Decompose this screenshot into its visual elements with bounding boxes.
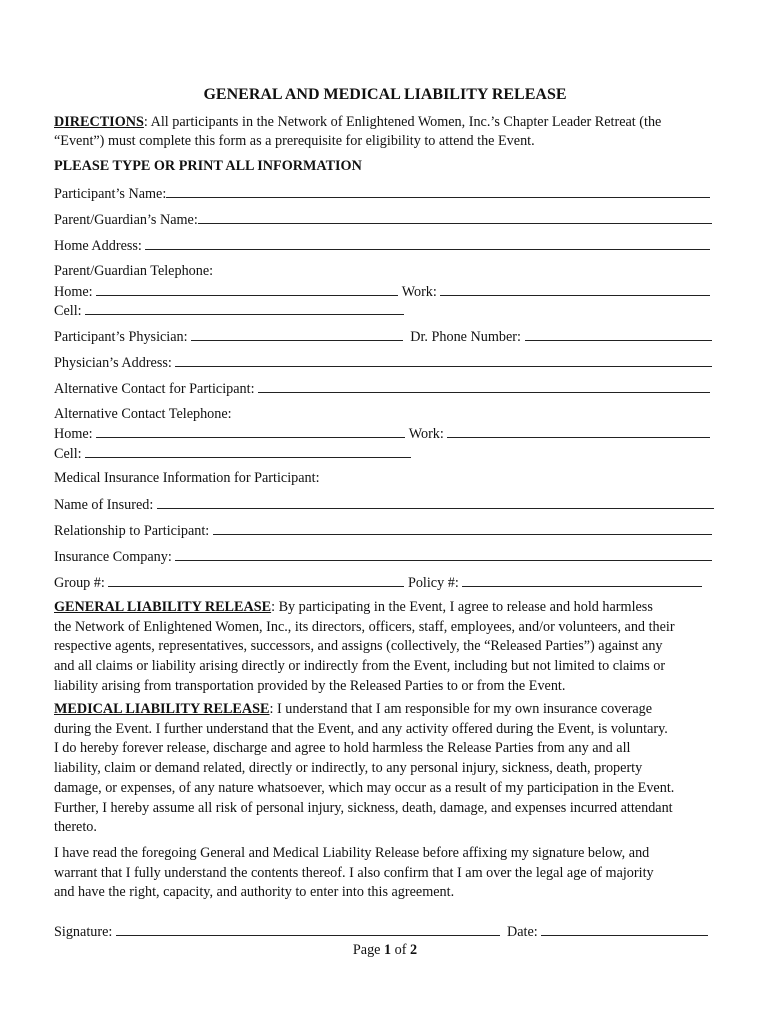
directions-label: DIRECTIONS [54,114,144,130]
general-liability-label: GENERAL LIABILITY RELEASE [54,599,272,615]
page-num: 1 [384,942,392,958]
medical-line: Further, I hereby assume all risk of personal injury, sickness, death, damage, and expenses incurred attendant [54,799,673,816]
guardian-cell-phone-field[interactable] [85,301,404,315]
page-total: 2 [410,942,418,958]
date-field[interactable] [541,922,708,936]
general-line: respective agents, representatives, successors, and assigns (collectively, the “Released Parties”) against any [54,638,663,655]
page-number [0,941,770,959]
relationship-field[interactable] [213,521,712,535]
acknowledge-line: I have read the foregoing General and Medical Liability Release before affixing my signature below, and [54,845,650,861]
insured-name-field[interactable] [157,495,714,509]
general-line: : By participating in the Event, I agree to release and hold harmless [271,599,653,615]
group-field[interactable] [108,573,404,587]
instruction-heading: PLEASE TYPE OR PRINT ALL INFORMATION [54,158,362,174]
medical-liability-label: MEDICAL LIABILITY RELEASE [54,701,270,717]
guardian-work-phone-field[interactable] [440,282,710,296]
guardian-phone-heading: Parent/Guardian Telephone: [54,263,214,279]
signature-label: Signature: [54,924,113,940]
alt-contact-field[interactable] [258,379,710,393]
alt-contact-row [54,379,710,398]
med-insurance-heading: Medical Insurance Information for Participant: [54,470,320,486]
directions-line-1 [54,113,661,131]
guardian-work-label: Work: [401,284,437,300]
medical-line: I do hereby forever release, discharge and agree to hold harmless the Release Parties from any and all [54,740,631,757]
dr-phone-label: Dr. Phone Number: [410,329,521,345]
general-line: and all claims or liability arising directly or indirectly from the Event, including but not limited to claims or [54,658,666,675]
relationship-label: Relationship to Participant: [54,523,210,539]
general-line: liability arising from transportation provided by the Released Parties to or from the Event. [54,677,566,694]
home-address-row [54,236,710,255]
alt-cell-label: Cell: [54,446,82,462]
physician-address-field[interactable] [175,353,712,367]
guardian-cell-label: Cell: [54,303,82,319]
insured-name-row [54,495,714,514]
guardian-phone-home-work-row [54,282,710,301]
alt-home-phone-field[interactable] [96,424,405,438]
insurance-company-field[interactable] [175,547,712,561]
alt-cell-phone-field[interactable] [85,444,411,458]
participant-name-field[interactable] [166,184,710,198]
medical-line: liability, claim or demand related, directly or indirectly, to any personal injury, sickness, death, property [54,760,643,777]
signature-row [54,922,708,941]
general-liability-paragraph [54,598,718,697]
policy-label: Policy #: [407,575,459,591]
participant-name-label: Participant’s Name: [54,186,167,202]
group-policy-row [54,573,702,592]
alt-phone-heading: Alternative Contact Telephone: [54,406,232,422]
acknowledge-line: and have the right, capacity, and authority to enter into this agreement. [54,884,455,901]
acknowledgement-paragraph [54,844,718,903]
general-line: the Network of Enlightened Women, Inc., its directors, officers, staff, employees, and/or volunteers, and their [54,618,675,635]
insurance-company-row [54,547,712,566]
physician-address-label: Physician’s Address: [54,355,172,371]
home-address-field[interactable] [145,236,710,250]
physician-row [54,327,712,346]
acknowledge-line: warrant that I fully understand the contents thereof. I also confirm that I am over the legal age of majority [54,864,654,881]
alt-phone-home-work-row [54,424,710,443]
alt-work-phone-field[interactable] [447,424,710,438]
signature-field[interactable] [116,922,500,936]
physician-field[interactable] [191,327,403,341]
guardian-home-label: Home: [54,284,93,300]
medical-line: during the Event. I further understand that the Event, and any activity offered during the Event, is voluntary. [54,720,668,737]
participant-name-row [54,184,710,203]
relationship-row [54,521,712,540]
guardian-name-label: Parent/Guardian’s Name: [54,212,198,228]
policy-field[interactable] [462,573,702,587]
alt-work-label: Work: [408,426,444,442]
directions-line-2: “Event”) must complete this form as a prerequisite for eligibility to attend the Event. [54,133,535,149]
guardian-name-row [54,210,712,229]
directions-text-1: : All participants in the Network of Enlightened Women, Inc.’s Chapter Leader Retreat (the [143,114,662,130]
alt-home-label: Home: [54,426,93,442]
home-address-label: Home Address: [54,238,142,254]
date-label: Date: [506,924,538,940]
page-prefix: Page [352,942,385,958]
medical-line: damage, or expenses, of any nature whatsoever, which may occur as a result of my participation in the Event. [54,779,675,796]
physician-address-row [54,353,712,372]
page-of: of [391,942,411,958]
insured-name-label: Name of Insured: [54,497,154,513]
medical-line: thereto. [54,819,97,836]
guardian-name-field[interactable] [198,210,712,224]
guardian-cell-row [54,301,404,320]
physician-label: Participant’s Physician: [54,329,188,345]
form-title: GENERAL AND MEDICAL LIABILITY RELEASE [203,86,567,103]
medical-liability-paragraph [54,700,718,838]
group-label: Group #: [54,575,105,591]
alt-cell-row [54,444,411,463]
medical-line: : I understand that I am responsible for my own insurance coverage [269,701,653,717]
guardian-home-phone-field[interactable] [96,282,398,296]
dr-phone-field[interactable] [525,327,712,341]
alt-contact-label: Alternative Contact for Participant: [54,381,255,397]
insurance-company-label: Insurance Company: [54,549,172,565]
